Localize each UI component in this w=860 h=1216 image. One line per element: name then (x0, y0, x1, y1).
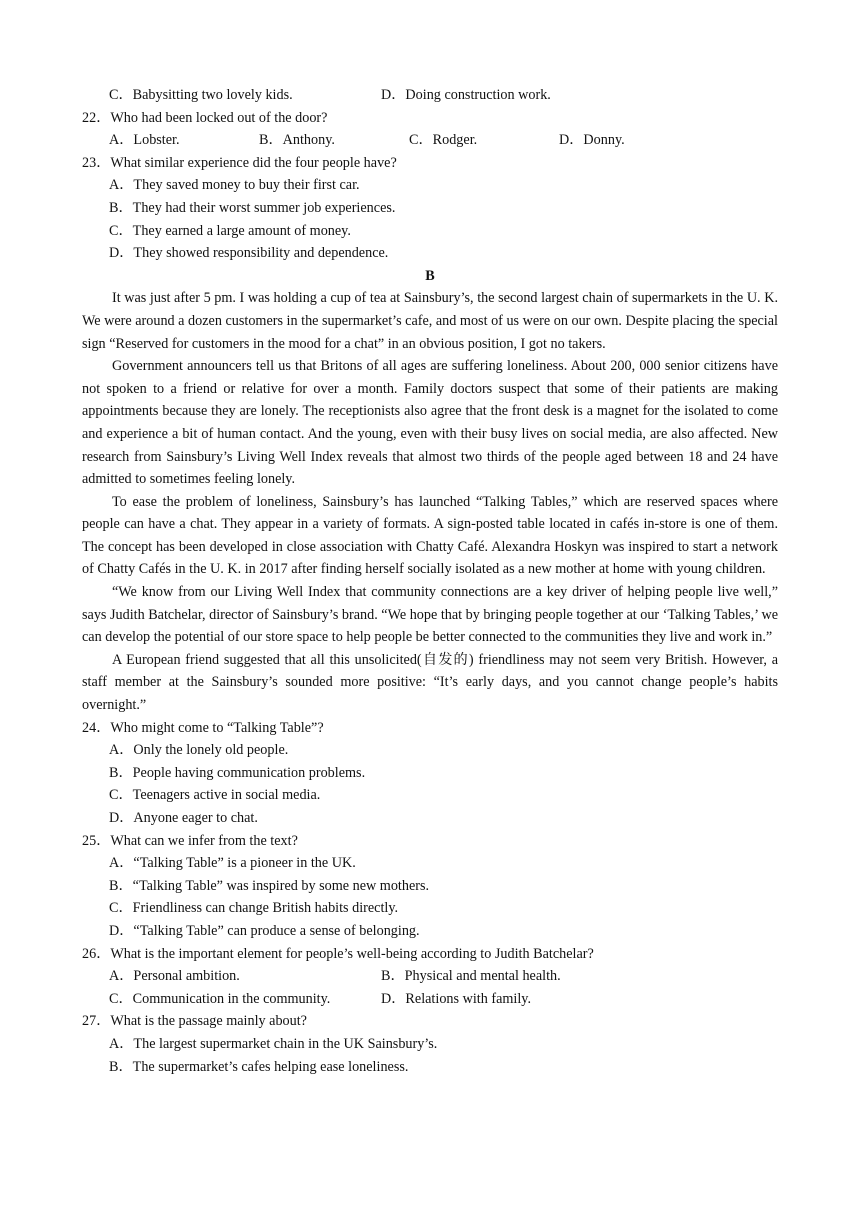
q26-option-a: A．Personal ambition. (109, 968, 240, 985)
q23-option-c: C．They earned a large amount of money. (109, 222, 351, 239)
q26-options-row-1 (82, 965, 778, 988)
q26-option-c: C．Communication in the community. (109, 990, 331, 1007)
q23-option-d: D．They showed responsibility and dependence. (109, 245, 389, 262)
q24-option-d: D．Anyone eager to chat. (109, 810, 258, 826)
passage-paragraph: Government announcers tell us that Britons of all ages are suffering loneliness. About 200, 000 senior citizens have not spoken to a friend or relative for over a month. Family doctors suspect that some of their patients are making appointments because they are lonely. The receptionists also agree that the front desk is a magnet for the isolated to come and experience a bit of human contact. And the young, even with their busy lives on social media, are also affected. New research from Sainsbury’s Living Well Index reveals that almost two thirds of the people aged between 18 and 24 have admitted to sometimes feeling lonely. (82, 358, 778, 488)
q22-option-b: B．Anthony. (259, 132, 335, 149)
q24-option-c: C．Teenagers active in social media. (109, 787, 321, 804)
q26-stem: 26．What is the important element for people’s well-being according to Judith Batchelar? (82, 945, 594, 962)
q24-option-b: B．People having communication problems. (109, 764, 366, 781)
q22-stem: 22．Who had been locked out of the door? (82, 109, 328, 126)
q26-options-row-2 (82, 988, 778, 1011)
q21-option-c: C．Babysitting two lovely kids. (109, 87, 293, 103)
q23-option-a: A．They saved money to buy their first car. (109, 177, 360, 194)
q27-option-b: B．The supermarket’s cafes helping ease loneliness. (109, 1058, 409, 1075)
q21-options-row (82, 84, 778, 107)
q24-option-a: A．Only the lonely old people. (109, 742, 289, 759)
q25-option-a: A．“Talking Table” is a pioneer in the UK. (109, 855, 356, 872)
q24-stem: 24．Who might come to “Talking Table”? (82, 719, 324, 736)
q25-option-d: D．“Talking Table” can produce a sense of belonging. (109, 922, 420, 939)
q22-option-c: C．Rodger. (409, 132, 478, 149)
passage-paragraph: It was just after 5 pm. I was holding a cup of tea at Sainsbury’s, the second largest chain of supermarkets in the U. K. We were around a dozen customers in the supermarket’s cafe, and most of us were on our own. Despite placing the special sign “Reserved for customers in the mood for a chat” in an obvious position, I got no takers. (82, 290, 778, 352)
passage-paragraph: To ease the problem of loneliness, Sainsbury’s has launched “Talking Tables,” which are reserved spaces where people can have a chat. They appear in a variety of formats. A sign-posted table located in cafés in-store is one of them. The concept has been developed in close association with Chatty Café. Alexandra Hoskyn was inspired to start a network of Chatty Cafés in the U. K. in 2017 after finding herself socially isolated as a new mother at home with young children. (82, 493, 778, 578)
section-heading: B (425, 267, 435, 284)
q23-stem: 23．What similar experience did the four people have? (82, 154, 397, 171)
q21-option-d: D．Doing construction work. (381, 87, 551, 103)
q25-stem: 25．What can we infer from the text? (82, 832, 298, 849)
q26-option-b: B．Physical and mental health. (381, 968, 561, 985)
passage-paragraph: A European friend suggested that all this unsolicited(自发的) friendliness may not seem very British. However, a staff member at the Sainsbury’s sounded more positive: “It’s early days, and you cannot change people’s habits overnight.” (82, 651, 778, 714)
q25-option-b: B．“Talking Table” was inspired by some new mothers. (109, 877, 430, 894)
q27-option-a: A．The largest supermarket chain in the UK Sainsbury’s. (109, 1035, 438, 1052)
exam-content (82, 84, 778, 1078)
q26-option-d: D．Relations with family. (381, 990, 532, 1007)
q22-option-a: A．Lobster. (109, 132, 180, 149)
q22-option-d: D．Donny. (559, 132, 625, 149)
q22-options-row (82, 129, 778, 152)
q25-option-c: C．Friendliness can change British habits directly. (109, 900, 399, 917)
q27-stem: 27．What is the passage mainly about? (82, 1013, 307, 1030)
passage-paragraph: “We know from our Living Well Index that community connections are a key driver of helping people live well,” says Judith Batchelar, director of Sainsbury’s brand. “We hope that by bringing people together at our ‘Talking Tables,’ we can develop the potential of our store space to help people be better connected to the communities they live and work in.” (82, 584, 778, 646)
q23-option-b: B．They had their worst summer job experiences. (109, 199, 396, 216)
